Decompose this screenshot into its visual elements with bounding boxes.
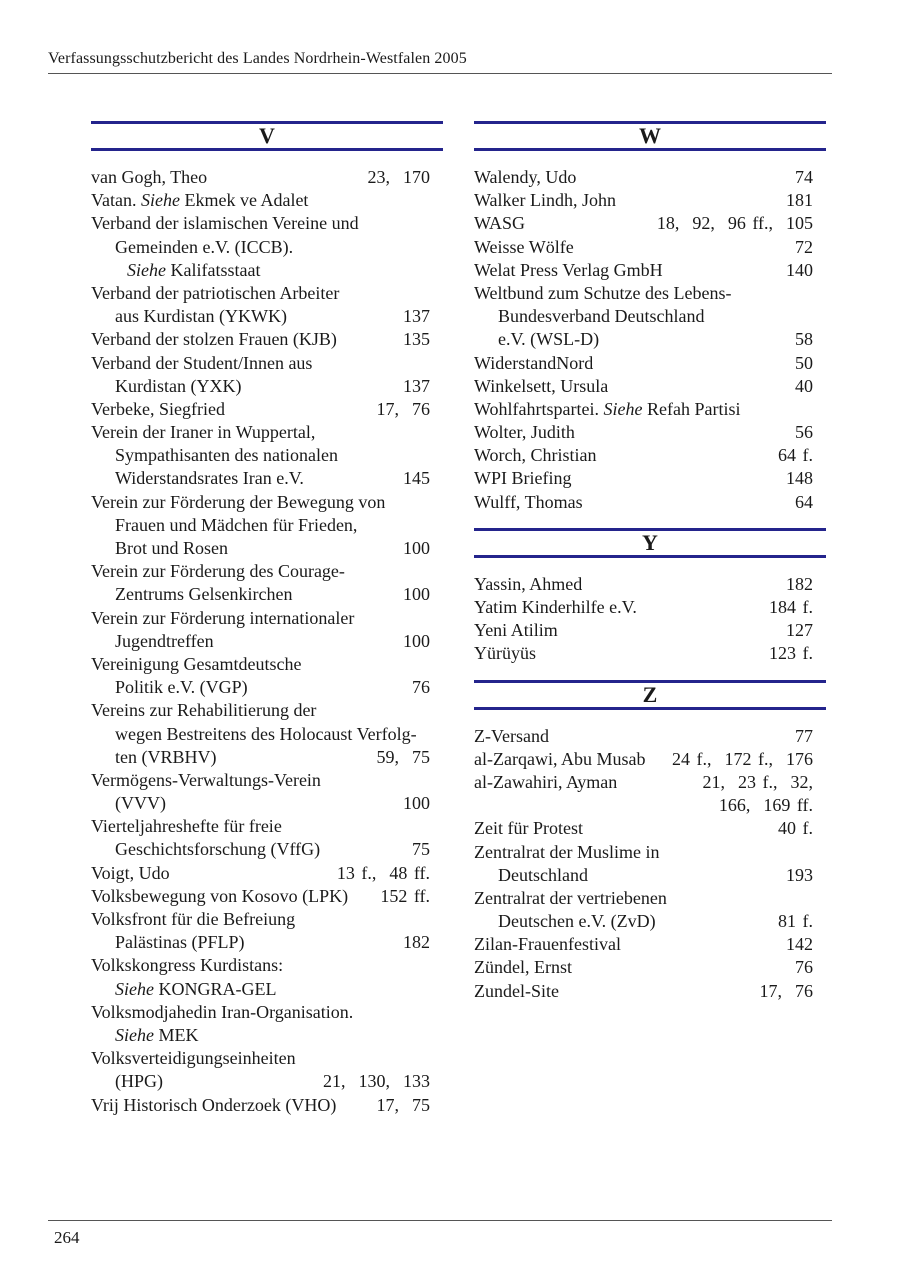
entry-term: Yassin, Ahmed xyxy=(474,573,583,594)
entry-term: Walendy, Udo xyxy=(474,167,577,187)
entry-line xyxy=(91,931,443,954)
see-reference: Siehe xyxy=(115,978,154,999)
letter-heading: V xyxy=(91,121,443,151)
index-entry xyxy=(474,236,826,259)
page-refs: 166, 169 ff. xyxy=(718,795,813,816)
entry-term: ten (VRBHV) xyxy=(115,746,217,767)
index-entry xyxy=(91,954,443,1000)
entry-line xyxy=(91,954,443,977)
page-refs: 74 xyxy=(795,167,813,187)
entry-term: Zentralrat der Muslime in xyxy=(474,841,660,862)
index-entry xyxy=(91,1094,443,1117)
see-target: Kalifatsstaat xyxy=(165,259,261,280)
entry-term: Widerstandsrates Iran e.V. xyxy=(115,468,304,489)
entry-term: Verband der Student/Innen aus xyxy=(91,352,313,373)
page-refs: 145 xyxy=(403,468,430,489)
entry-line xyxy=(474,166,826,189)
see-target: Refah Partisi xyxy=(642,398,741,419)
page-refs: 137 xyxy=(403,375,430,396)
index-entry xyxy=(474,771,826,817)
entry-term: Palästinas (PFLP) xyxy=(115,932,245,953)
page-refs: 81 f. xyxy=(778,911,813,932)
entry-line xyxy=(474,236,826,259)
index-entry xyxy=(91,212,443,282)
entry-term: (VVV) xyxy=(115,793,166,814)
entry-line xyxy=(474,887,826,910)
page-refs: 21, 130, 133 xyxy=(323,1071,430,1092)
letter-heading: W xyxy=(474,121,826,151)
entry-term: WASG xyxy=(474,213,526,234)
see-reference: Siehe xyxy=(140,190,180,211)
page-refs: 50 xyxy=(795,352,813,373)
entry-term: Volksverteidigungseinheiten xyxy=(91,1048,296,1069)
entry-term: Vierteljahreshefte für freie xyxy=(91,816,282,837)
index-entry xyxy=(474,596,826,619)
entry-line xyxy=(91,1024,443,1047)
entry-line xyxy=(474,956,826,979)
see-reference: Siehe xyxy=(127,259,166,280)
entry-term: Vereinigung Gesamtdeutsche xyxy=(91,653,302,674)
entry-line xyxy=(91,746,443,769)
entry-term: Verein zur Förderung der Bewegung von xyxy=(91,491,386,512)
entry-line xyxy=(91,769,443,792)
index-entry xyxy=(91,769,443,815)
index-entry xyxy=(474,980,826,1003)
letter-section xyxy=(474,680,826,1003)
page-refs: 152 ff. xyxy=(380,885,430,906)
entry-term: Verband der patriotischen Arbeiter xyxy=(91,282,340,303)
letter-section xyxy=(474,528,826,666)
entry-line xyxy=(91,259,443,282)
entry-line xyxy=(474,212,826,235)
entry-term: Brot und Rosen xyxy=(115,538,229,558)
index-entry xyxy=(91,282,443,328)
page-refs: 182 xyxy=(786,573,813,594)
index-entry xyxy=(474,491,826,514)
entry-line xyxy=(474,189,826,212)
entry-line xyxy=(91,282,443,305)
page-refs: 17, 76 xyxy=(759,980,813,1001)
page-number: 264 xyxy=(54,1228,80,1247)
index-entry xyxy=(474,189,826,212)
index-entry xyxy=(474,887,826,933)
letter-section xyxy=(91,121,443,1117)
entry-term: Worch, Christian xyxy=(474,445,597,466)
entry-term: Vereins zur Rehabilitierung der xyxy=(91,700,317,721)
entry-line xyxy=(91,723,443,746)
entry-line xyxy=(474,491,826,514)
entry-term: Yatim Kinderhilfe e.V. xyxy=(474,597,637,617)
entry-line xyxy=(91,189,443,212)
page-refs: 40 f. xyxy=(778,818,813,839)
index-entry xyxy=(91,491,443,561)
index-entry xyxy=(91,328,443,351)
entry-term: Politik e.V. (VGP) xyxy=(115,677,248,698)
entry-term: Sympathisanten des nationalen xyxy=(115,445,338,466)
letter-heading: Y xyxy=(474,528,826,558)
entry-line xyxy=(91,815,443,838)
entry-line xyxy=(474,375,826,398)
see-reference: Siehe xyxy=(115,1024,154,1045)
page-refs: 24 f., 172 f., 176 xyxy=(672,748,813,769)
index-entry xyxy=(474,467,826,490)
index-column-left xyxy=(91,121,443,1117)
entry-line xyxy=(474,305,826,328)
index-entry xyxy=(91,862,443,885)
page-refs: 148 xyxy=(786,468,813,489)
index-entry xyxy=(91,166,443,189)
footer-rule xyxy=(48,1220,832,1221)
entry-line xyxy=(91,352,443,375)
entry-term: Z-Versand xyxy=(474,725,549,746)
page-refs: 193 xyxy=(786,864,813,885)
index-entry xyxy=(474,352,826,375)
entry-line xyxy=(91,838,443,861)
page-refs: 100 xyxy=(403,584,430,605)
entry-line xyxy=(474,328,826,351)
entry-line xyxy=(91,583,443,606)
entry-line xyxy=(91,467,443,490)
entry-term: Walker Lindh, John xyxy=(474,190,617,211)
index-entry xyxy=(91,699,443,769)
page-refs: 135 xyxy=(403,329,430,350)
entry-line xyxy=(474,910,826,933)
entry-line xyxy=(474,794,826,817)
entry-line xyxy=(91,1047,443,1070)
entry-term: Wohlfahrtspartei. xyxy=(474,398,604,419)
page-refs: 72 xyxy=(795,236,813,257)
index-entry xyxy=(91,607,443,653)
header-rule xyxy=(48,73,832,74)
entry-term: Vermögens-Verwaltungs-Verein xyxy=(91,769,321,790)
page-refs: 76 xyxy=(795,957,813,978)
index-entry xyxy=(474,259,826,282)
entry-term: Weltbund zum Schutze des Lebens- xyxy=(474,282,732,303)
entry-line xyxy=(91,328,443,351)
entry-line xyxy=(474,619,826,642)
entry-term: Vrij Historisch Onderzoek (VHO) xyxy=(91,1094,337,1115)
page-refs: 142 xyxy=(786,934,813,955)
entry-term: (HPG) xyxy=(115,1071,163,1092)
entry-term: wegen Bestreitens des Holocaust Verfolg- xyxy=(115,723,417,744)
index-entry xyxy=(474,956,826,979)
page-refs: 21, 23 f., 32, xyxy=(702,771,813,792)
entry-term: Volkskongress Kurdistans: xyxy=(91,955,284,976)
entry-line xyxy=(91,862,443,885)
index-entry xyxy=(474,166,826,189)
entry-line xyxy=(91,514,443,537)
entry-term: Wolter, Judith xyxy=(474,422,575,443)
page-refs: 140 xyxy=(786,259,813,280)
see-target: MEK xyxy=(153,1024,199,1045)
running-header: Verfassungsschutzbericht des Landes Nordrhein-Westfalen 2005 xyxy=(48,50,467,67)
entry-line xyxy=(474,352,826,375)
entry-term: Verband der stolzen Frauen (KJB) xyxy=(91,329,337,350)
index-entry xyxy=(474,573,826,596)
index-entry xyxy=(91,560,443,606)
entry-term: Zeit für Protest xyxy=(474,818,583,839)
page-refs: 100 xyxy=(403,630,430,651)
entry-line xyxy=(91,607,443,630)
page-refs: 40 xyxy=(795,375,813,396)
entry-term: aus Kurdistan (YKWK) xyxy=(115,306,287,327)
entry-line xyxy=(474,771,826,794)
index-column-right xyxy=(474,121,826,1003)
entry-line xyxy=(91,699,443,722)
entry-term: Verein zur Förderung des Courage- xyxy=(91,561,345,582)
entry-term: Jugendtreffen xyxy=(115,630,214,651)
entry-line xyxy=(91,537,443,560)
index-entry xyxy=(91,885,443,908)
page-refs: 17, 76 xyxy=(376,398,430,419)
entry-term: Zundel-Site xyxy=(474,980,559,1001)
page-refs: 58 xyxy=(795,329,813,350)
entry-line xyxy=(91,398,443,421)
page-refs: 100 xyxy=(403,538,430,558)
index-entry xyxy=(91,398,443,421)
entry-term: Winkelsett, Ursula xyxy=(474,375,609,396)
index-entry xyxy=(91,815,443,861)
index-entry xyxy=(474,817,826,840)
entry-term: Vatan. xyxy=(91,190,141,211)
index-entry xyxy=(474,444,826,467)
entry-term: al-Zarqawi, Abu Musab xyxy=(474,748,646,769)
index-entry xyxy=(474,748,826,771)
entry-term: e.V. (WSL-D) xyxy=(498,329,600,350)
entry-term: Voigt, Udo xyxy=(91,862,170,883)
entry-line xyxy=(474,596,826,619)
entry-term: Verbeke, Siegfried xyxy=(91,398,225,419)
letter-section xyxy=(474,121,826,514)
page-refs: 77 xyxy=(795,725,813,746)
entry-line xyxy=(91,375,443,398)
index-entry xyxy=(474,398,826,421)
entry-term: Volksmodjahedin Iran-Organisation. xyxy=(91,1001,354,1022)
entry-term: Verein zur Förderung internationaler xyxy=(91,607,355,628)
index-entry xyxy=(474,619,826,642)
page-refs: 181 xyxy=(786,190,813,211)
page-refs: 182 xyxy=(403,932,430,953)
entry-line xyxy=(91,676,443,699)
entry-line xyxy=(474,980,826,1003)
entry-line xyxy=(91,444,443,467)
entry-line xyxy=(91,908,443,931)
entry-term: Wulff, Thomas xyxy=(474,491,583,512)
index-entry xyxy=(474,841,826,887)
entry-line xyxy=(91,1001,443,1024)
entry-term: van Gogh, Theo xyxy=(91,167,208,187)
see-reference: Siehe xyxy=(603,398,643,419)
entry-line xyxy=(474,259,826,282)
entry-line xyxy=(474,748,826,771)
index-entry xyxy=(474,375,826,398)
page-refs: 64 f. xyxy=(778,445,813,466)
page-refs: 184 f. xyxy=(769,597,813,617)
index-entry xyxy=(474,933,826,956)
index-entry xyxy=(474,642,826,665)
page-refs: 123 f. xyxy=(769,643,813,664)
entry-term: Volksfront für die Befreiung xyxy=(91,909,296,929)
entry-line xyxy=(474,444,826,467)
page-refs: 75 xyxy=(412,839,430,860)
entry-term: Verein der Iraner in Wuppertal, xyxy=(91,422,316,443)
entry-term: Weisse Wölfe xyxy=(474,236,574,257)
entry-line xyxy=(474,933,826,956)
entry-term: WiderstandNord xyxy=(474,352,594,373)
index-entry xyxy=(91,352,443,398)
entry-term: WPI Briefing xyxy=(474,468,572,489)
entry-line xyxy=(91,491,443,514)
page-refs: 127 xyxy=(786,620,813,641)
entry-term: Volksbewegung von Kosovo (LPK) xyxy=(91,885,349,906)
page-refs: 64 xyxy=(795,491,813,512)
entry-line xyxy=(91,1070,443,1093)
entry-line xyxy=(91,305,443,328)
entry-term: Zentralrat der vertriebenen xyxy=(474,887,667,908)
index-entry xyxy=(474,421,826,444)
entry-term: Geschichtsforschung (VffG) xyxy=(115,839,321,860)
page-refs: 23, 170 xyxy=(367,167,430,187)
see-target: Ekmek ve Adalet xyxy=(179,190,309,211)
entry-term: Deutschland xyxy=(498,864,588,885)
page-refs: 76 xyxy=(412,677,430,698)
entry-line xyxy=(91,212,443,235)
letter-heading: Z xyxy=(474,680,826,710)
entry-line xyxy=(474,725,826,748)
entry-line xyxy=(474,467,826,490)
index-entry xyxy=(91,421,443,491)
entry-line xyxy=(474,573,826,596)
entry-term: Frauen und Mädchen für Frieden, xyxy=(115,514,358,535)
page-refs: 17, 75 xyxy=(376,1094,430,1115)
index-entry xyxy=(474,282,826,352)
entry-term: Bundesverband Deutschland xyxy=(498,306,705,327)
entry-line xyxy=(474,642,826,665)
entry-line xyxy=(91,560,443,583)
entry-term: Verband der islamischen Vereine und xyxy=(91,213,359,234)
entry-line xyxy=(474,817,826,840)
entry-line xyxy=(91,236,443,259)
entry-line xyxy=(91,885,443,908)
index-entry xyxy=(91,908,443,954)
entry-line xyxy=(474,421,826,444)
index-entry xyxy=(91,653,443,699)
page-refs: 18, 92, 96 ff., 105 xyxy=(656,213,813,234)
entry-term: Gemeinden e.V. (ICCB). xyxy=(115,236,294,257)
page-refs: 13 f., 48 ff. xyxy=(336,862,430,883)
entry-line xyxy=(91,1094,443,1117)
entry-term: Yürüyüs xyxy=(474,643,536,664)
entry-term: Deutschen e.V. (ZvD) xyxy=(498,911,656,932)
see-target: KONGRA-GEL xyxy=(153,978,277,999)
entry-line xyxy=(91,421,443,444)
entry-term: Welat Press Verlag GmbH xyxy=(474,259,663,280)
page-refs: 137 xyxy=(403,306,430,327)
entry-line xyxy=(91,630,443,653)
index-entry xyxy=(474,212,826,235)
entry-line xyxy=(91,792,443,815)
entry-term: Zündel, Ernst xyxy=(474,957,572,978)
index-entry xyxy=(91,189,443,212)
entry-line xyxy=(474,398,826,421)
entry-term: Zentrums Gelsenkirchen xyxy=(115,584,293,605)
index-entry xyxy=(91,1001,443,1047)
index-entry xyxy=(474,725,826,748)
entry-line xyxy=(474,864,826,887)
entry-term: Yeni Atilim xyxy=(474,620,558,641)
page-refs: 59, 75 xyxy=(376,746,430,767)
entry-line xyxy=(474,841,826,864)
page-refs: 100 xyxy=(403,793,430,814)
entry-line xyxy=(91,653,443,676)
index-entry xyxy=(91,1047,443,1093)
page-refs: 56 xyxy=(795,422,813,443)
entry-line xyxy=(91,166,443,189)
entry-line xyxy=(474,282,826,305)
entry-term: al-Zawahiri, Ayman xyxy=(474,771,618,792)
entry-term: Zilan-Frauenfestival xyxy=(474,934,621,955)
entry-line xyxy=(91,978,443,1001)
entry-term: Kurdistan (YXK) xyxy=(115,375,242,396)
